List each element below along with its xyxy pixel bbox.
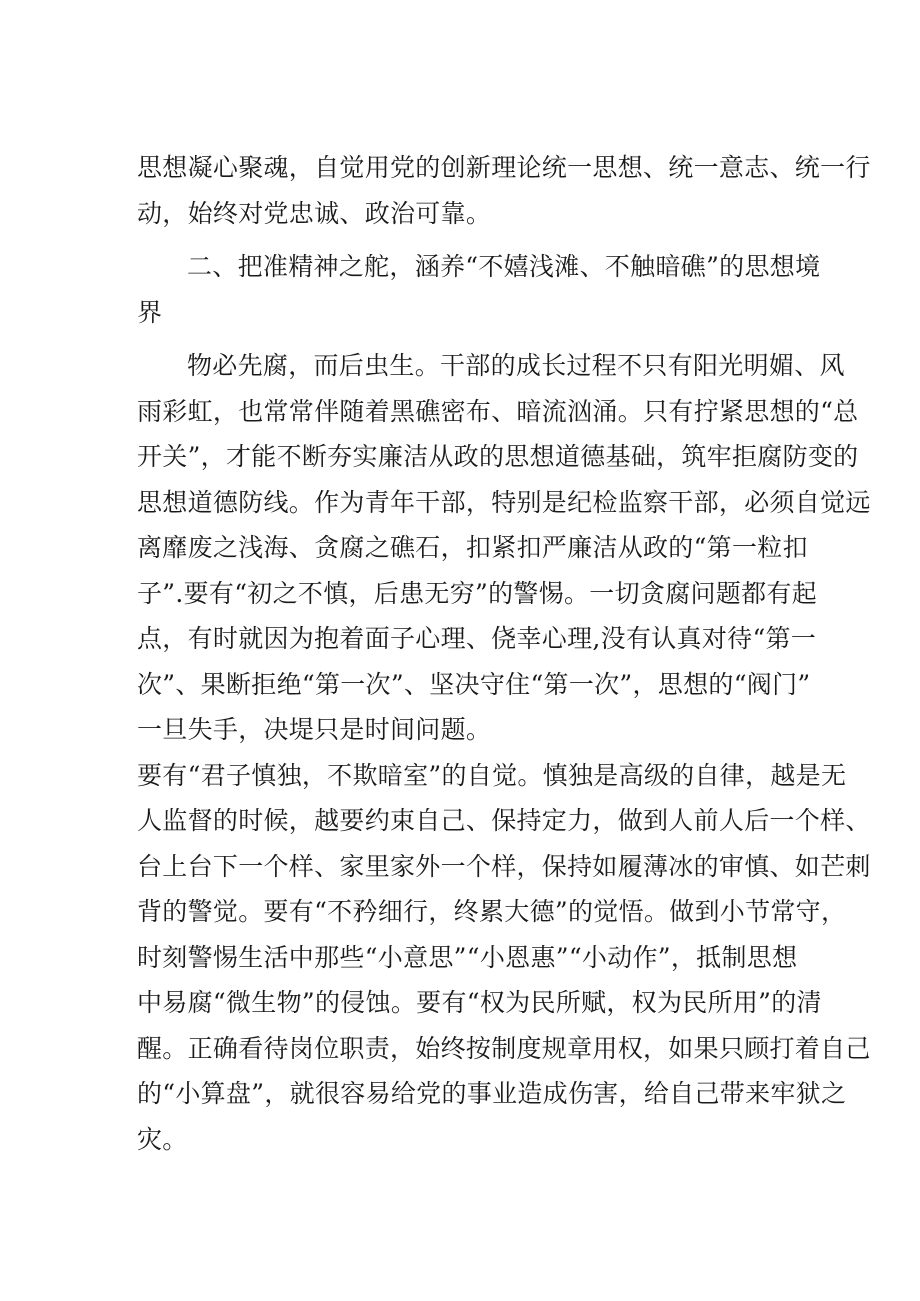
paragraph-3-line: 背的警觉。要有“不矜细行，终累大德”的觉悟。做到小节常守，	[137, 897, 847, 926]
paragraph-2-line: 物必先腐，而后虫生。干部的成长过程不只有阳光明媚、风	[187, 351, 845, 380]
paragraph-3-line: 时刻警惕生活中那些“小意思”“小恩惠”“小动作”，抵制思想	[137, 942, 798, 972]
paragraph-3-line: 灾。	[137, 1124, 188, 1154]
section-heading-line: 二、把准精神之舵，涵养“不嬉浅滩、不触暗礁”的思想境	[187, 252, 821, 281]
paragraph-gap	[137, 335, 809, 343]
paragraph-2	[137, 343, 871, 753]
paragraph-3-line: 人监督的时候，越要约束自己、保持定力，做到人前人后一个样、	[137, 806, 871, 835]
paragraph-2-line: 雨彩虹，也常常伴随着黑礁密布、暗流汹涌。只有拧紧思想的“总	[137, 396, 859, 426]
section-heading-line: 界	[137, 297, 163, 327]
paragraph-2-line: 离靡废之浅海、贪腐之礁石，扣紧扣严廉洁从政的“第一粒扣	[137, 533, 808, 562]
paragraph-2-line: 一旦失手，决堤只是时间问题。	[137, 715, 492, 744]
section-heading	[137, 244, 821, 335]
paragraph-2-line: 子”.要有“初之不慎，后患无穷”的警惕。一切贪腐问题都有起	[137, 578, 817, 608]
paragraph-3-line: 醒。正确看待岗位职责，始终按制度规章用权，如果只顾打着自己	[137, 1033, 871, 1063]
paragraph-3-line: 要有“君子慎独，不欺暗室”的自觉。慎独是高级的自律，越是无	[137, 760, 847, 790]
paragraph-2-line: 思想道德防线。作为青年干部，特别是纪检监察干部，必须自觉远	[137, 487, 871, 517]
document-body	[137, 145, 871, 1162]
paragraph-2-line: 点，有时就因为抱着面子心理、侥幸心理,没有认真对待“第一	[137, 624, 817, 653]
paragraph-3	[137, 753, 871, 1163]
paragraph-3-line: 的“小算盘”，就很容易给党的事业造成伤害，给自己带来牢狱之	[137, 1079, 847, 1108]
paragraph-3-line: 中易腐“微生物”的侵蚀。要有“权为民所赋，权为民所用”的清	[137, 988, 822, 1017]
paragraph-1	[137, 145, 871, 236]
paragraph-3-line: 台上台下一个样、家里家外一个样，保持如履薄冰的审慎、如芒刺	[137, 851, 871, 881]
paragraph-2-line: 次”、果断拒绝“第一次”、坚决守住“第一次”，思想的“阀门”	[137, 669, 811, 699]
paragraph-1-line: 思想凝心聚魂，自觉用党的创新理论统一思想、统一意志、统一行	[137, 153, 871, 182]
paragraph-gap	[137, 236, 809, 244]
paragraph-2-line: 开关”，才能不断夯实廉洁从政的思想道德基础，筑牢拒腐防变的	[137, 442, 859, 471]
paragraph-1-line: 动，始终对党忠诚、政治可靠。	[137, 198, 492, 228]
